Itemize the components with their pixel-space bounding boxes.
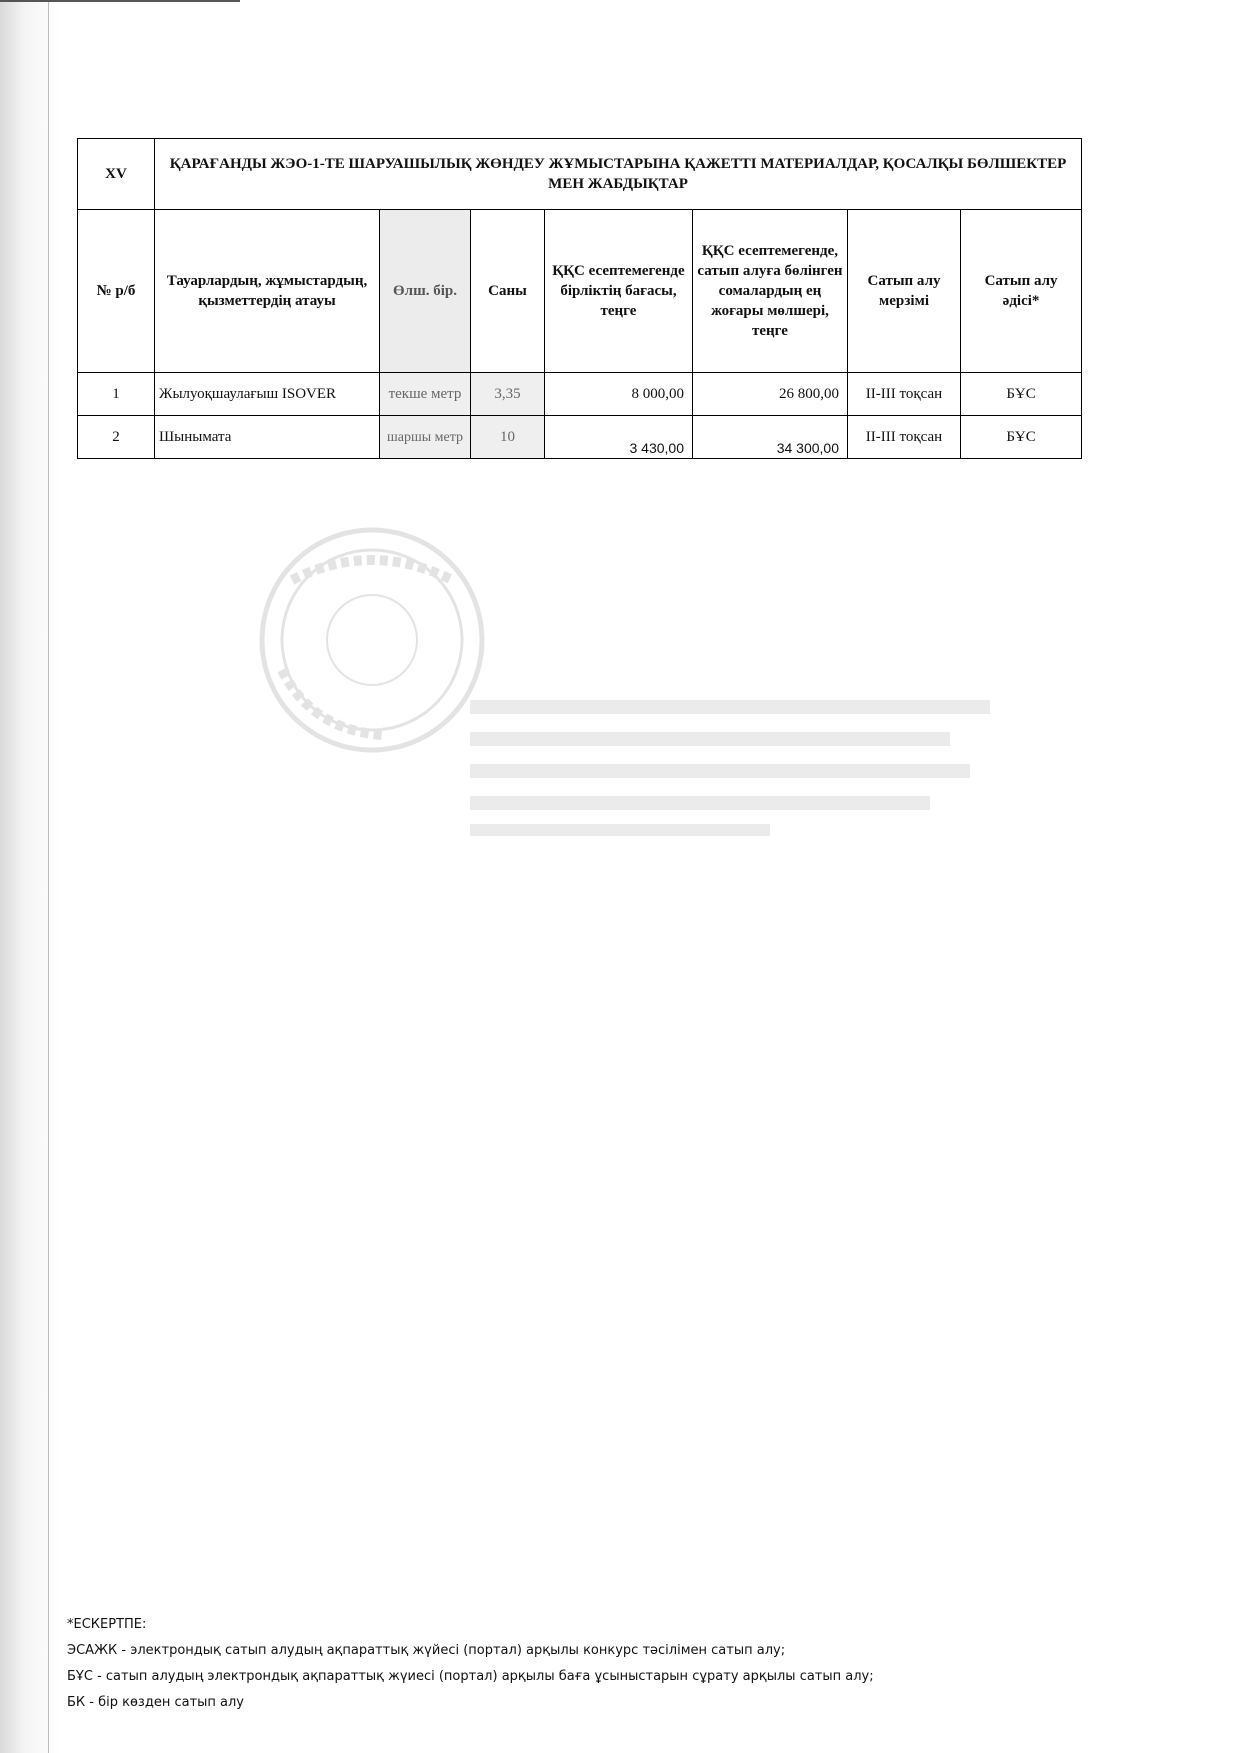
row-max-sum: 34 300,00 bbox=[693, 416, 848, 459]
footnote-line: БК - бір көзден сатып алу bbox=[67, 1695, 245, 1710]
top-rule bbox=[0, 0, 240, 2]
header-max-sum: ҚҚС есептемегенде, сатып алуға бөлінген сомалардың ең жоғары мөлшері, теңге bbox=[693, 210, 848, 373]
footnote bbox=[67, 1612, 1187, 1716]
table-row bbox=[78, 373, 1082, 416]
row-qty: 3,35 bbox=[471, 373, 545, 416]
scan-fold-line bbox=[48, 0, 49, 1753]
row-method: БҰС bbox=[961, 373, 1082, 416]
header-name: Тауарлардың, жұмыстардың, қызметтердің атауы bbox=[155, 210, 380, 373]
row-method: БҰС bbox=[961, 416, 1082, 459]
row-unit: шаршы метр bbox=[380, 416, 471, 459]
header-qty: Саны bbox=[471, 210, 545, 373]
row-num: 1 bbox=[78, 373, 155, 416]
header-method: Сатып алу әдісі* bbox=[961, 210, 1082, 373]
row-qty: 10 bbox=[471, 416, 545, 459]
section-header-row bbox=[78, 139, 1082, 210]
column-header-row bbox=[78, 210, 1082, 373]
section-number: XV bbox=[78, 139, 155, 210]
header-unit-price: ҚҚС есептемегенде бірліктің бағасы, теңге bbox=[545, 210, 693, 373]
faded-show-through-text bbox=[470, 700, 1030, 840]
table-row bbox=[78, 416, 1082, 459]
row-name: Жылуоқшаулағыш ISOVER bbox=[155, 373, 380, 416]
row-term: II-III тоқсан bbox=[848, 416, 961, 459]
section-title: ҚАРАҒАНДЫ ЖЭО-1-ТЕ ШАРУАШЫЛЫҚ ЖӨНДЕУ ЖҰМЫСТАРЫНА ҚАЖЕТТІ МАТЕРИАЛДАР, ҚОСАЛҚЫ БӨЛШЕКТЕР МЕН ЖАБДЫҚТАР bbox=[155, 139, 1082, 210]
row-unit-price: 3 430,00 bbox=[545, 416, 693, 459]
footnote-line: БҰС - сатып алудың электрондық ақпараттық жүиесі (портал) арқылы баға ұсыныстарын сұрату арқылы сатып алу; bbox=[67, 1669, 874, 1684]
header-term: Сатып алу мерзімі bbox=[848, 210, 961, 373]
header-num: № р/б bbox=[78, 210, 155, 373]
row-unit-price: 8 000,00 bbox=[545, 373, 693, 416]
row-term: II-III тоқсан bbox=[848, 373, 961, 416]
procurement-table bbox=[77, 138, 1082, 459]
row-unit: текше метр bbox=[380, 373, 471, 416]
scan-edge-shadow bbox=[0, 0, 60, 1753]
faded-stamp-seal bbox=[252, 520, 492, 760]
row-num: 2 bbox=[78, 416, 155, 459]
row-max-sum: 26 800,00 bbox=[693, 373, 848, 416]
row-name: Шынымата bbox=[155, 416, 380, 459]
footnote-title: *ЕСКЕРТПЕ: bbox=[67, 1617, 147, 1632]
header-unit: Өлш. бір. bbox=[380, 210, 471, 373]
footnote-line: ЭСАЖК - электрондық сатып алудың ақпараттық жүйесі (портал) арқылы конкурс тәсілімен сатып алу; bbox=[67, 1643, 786, 1658]
